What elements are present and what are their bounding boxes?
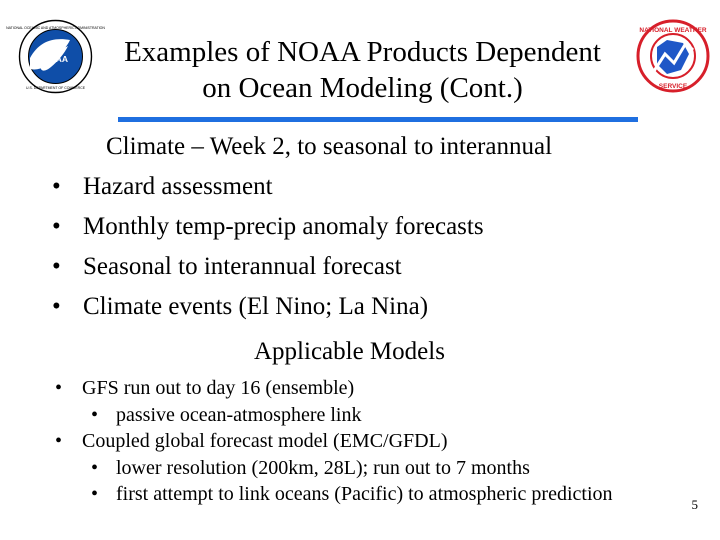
noaa-logo-bottom-text: U.S. DEPARTMENT OF COMMERCE (25, 86, 86, 90)
climate-item-text: Seasonal to interannual forecast (83, 253, 402, 280)
model-subitem-text: passive ocean-atmosphere link (116, 403, 362, 426)
bullet-icon: • (52, 213, 61, 240)
climate-item-text: Climate events (El Nino; La Nina) (83, 293, 429, 320)
sub-bullet-icon: • (91, 483, 99, 505)
noaa-logo-graphic (6, 19, 105, 94)
climate-heading: Climate – Week 2, to seasonal to interannual (106, 133, 553, 160)
list-item (52, 167, 484, 207)
sub-list-item (55, 481, 613, 508)
list-item (55, 375, 613, 402)
list-item (52, 287, 484, 327)
sub-list-item (55, 402, 613, 429)
list-item (52, 207, 484, 247)
climate-list (52, 167, 484, 327)
page-number: 5 (691, 497, 698, 512)
nws-logo-top-text: NATIONAL WEATHER (639, 27, 707, 34)
list-item (55, 428, 613, 455)
noaa-logo-text: NOAA (42, 54, 69, 64)
bullet-icon: • (55, 377, 63, 399)
models-list (55, 375, 613, 508)
noaa-logo-top-text: NATIONAL OCEANIC AND ATMOSPHERIC ADMINISTRATION (6, 26, 105, 30)
climate-item-text: Monthly temp-precip anomaly forecasts (83, 213, 484, 240)
noaa-logo (6, 19, 105, 94)
model-subitem-text: lower resolution (200km, 28L); run out to 7 months (116, 456, 530, 479)
title-divider (118, 117, 638, 122)
nws-logo-graphic (637, 19, 709, 93)
sub-bullet-icon: • (91, 403, 99, 426)
slide-title-line-1: Examples of NOAA Products Dependent (124, 36, 601, 68)
climate-item-text: Hazard assessment (83, 173, 273, 200)
model-subitem-text: first attempt to link oceans (Pacific) to atmospheric prediction (116, 483, 613, 505)
nws-logo (637, 19, 709, 93)
nws-logo-bottom-text: SERVICE (658, 83, 688, 90)
bullet-icon: • (52, 293, 61, 320)
model-item-text: GFS run out to day 16 (ensemble) (82, 377, 355, 399)
sub-bullet-icon: • (91, 456, 99, 479)
applicable-models-heading: Applicable Models (254, 338, 445, 365)
bullet-icon: • (55, 430, 63, 452)
list-item (52, 247, 484, 287)
sub-list-item (55, 455, 613, 482)
bullet-icon: • (52, 253, 61, 280)
slide-title (95, 34, 630, 106)
model-item-text: Coupled global forecast model (EMC/GFDL) (82, 430, 448, 452)
bullet-icon: • (52, 173, 61, 200)
slide-title-line-2: on Ocean Modeling (Cont.) (202, 72, 523, 104)
